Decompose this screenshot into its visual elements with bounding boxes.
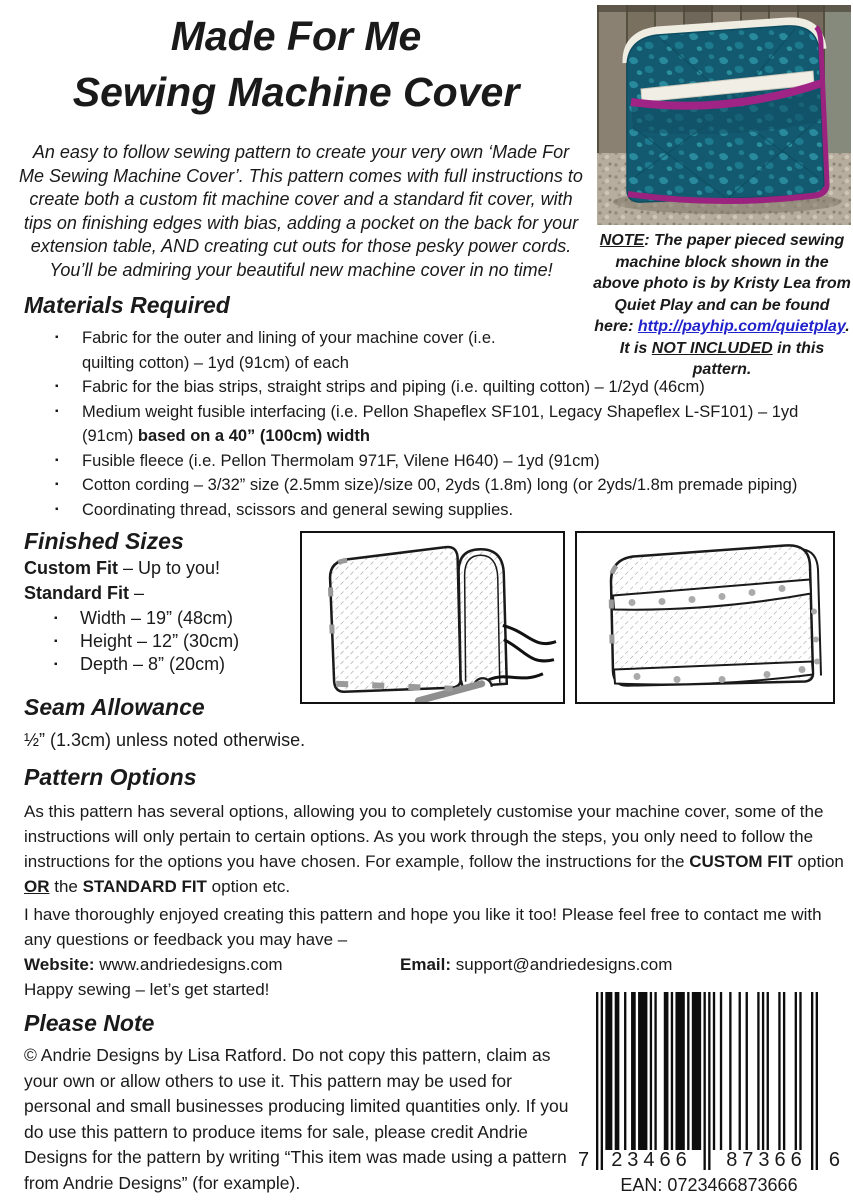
power-cord-2 [503, 626, 556, 644]
finished-size-item: ▪ Depth – 8” (20cm) [54, 654, 226, 674]
email-line: Email: support@andriedesigns.com [400, 955, 673, 974]
cover-photo-graphic [597, 5, 851, 225]
bullet-square: ▪ [54, 636, 58, 647]
title-line-1: Made For Me [170, 13, 422, 59]
bullet-square: ▪ [55, 332, 59, 343]
closing-section [24, 902, 846, 1002]
pattern-options-heading: Pattern Options [24, 764, 197, 790]
pattern-options-section [24, 764, 846, 899]
materials-item: ▪ Fusible fleece (i.e. Pellon Thermolam 971F, Vilene H640) – 1yd (91cm) [24, 449, 840, 474]
barcode-group-1: 23466 [611, 1149, 692, 1171]
please-note-section [24, 1010, 574, 1196]
materials-item: ▪ Medium weight fusible interfacing (i.e. Pellon Shapeflex SF101, Legacy Shapeflex L-SF101) – 1yd (91cm) based on a 40” (100cm) width [24, 400, 840, 449]
seam-allowance-heading: Seam Allowance [24, 694, 205, 720]
pattern-options-text: As this pattern has several options, allowing you to completely customise your machine cover, some of the instructions will only pertain to certain options. As you work through the steps, you only need to follow the instructions for the options you have chosen. For example, follow the instructions for the CUSTOM FIT option OR the STANDARD FIT option etc. [24, 802, 844, 896]
standard-fit-cover-illustration [575, 531, 835, 704]
sewing-machine-cover [627, 22, 827, 202]
bullet-square: ▪ [54, 613, 58, 624]
materials-list [24, 326, 840, 522]
barcode-right-digit: 6 [828, 1149, 840, 1171]
materials-item: ▪ Coordinating thread, scissors and general sewing supplies. [24, 498, 840, 523]
finished-sizes-section [24, 528, 296, 676]
custom-fit-line: Custom Fit – Up to you! [24, 558, 221, 578]
materials-section [24, 292, 840, 522]
custom-fit-cover-illustration [300, 531, 565, 704]
custom-fit-cover-drawing [302, 533, 563, 702]
standard-fit-cover-drawing [577, 533, 833, 702]
hyperlink[interactable]: http://payhip.com/quietplay [637, 318, 846, 335]
bullet-square: ▪ [55, 381, 59, 392]
title-line-2: Sewing Machine Cover [72, 69, 520, 115]
bullet-square: ▪ [55, 454, 59, 466]
seam-allowance-section [24, 694, 564, 752]
barcode-bars [578, 992, 840, 1172]
finished-sizes-list [24, 607, 296, 676]
please-note-heading: Please Note [24, 1010, 155, 1036]
cover-side-panel [330, 547, 461, 692]
bullet-square: ▪ [55, 405, 59, 417]
finished-size-item: ▪ Width – 19” (48cm) [54, 608, 234, 628]
materials-item: ▪ Fabric for the outer and lining of your machine cover (i.e. quilting cotton) – 1yd (91cm) of each [24, 326, 840, 375]
bullet-square: ▪ [54, 659, 58, 670]
materials-item: ▪ Cotton cording – 3/32” size (2.5mm size)/size 00, 2yds (1.8m) long (or 2yds/1.8m premade piping) [24, 473, 840, 498]
finished-sizes-heading: Finished Sizes [24, 528, 184, 554]
seam-allowance-text: ½” (1.3cm) unless noted otherwise. [24, 730, 306, 750]
barcode-digits [578, 1149, 840, 1171]
standard-fit-line: Standard Fit – [24, 583, 145, 603]
contact-row [24, 952, 846, 977]
materials-heading: Materials Required [24, 292, 230, 318]
closing-paragraph: I have thoroughly enjoyed creating this pattern and hope you like it too! Please feel free to contact me with any questions or feedback you may have – [24, 905, 822, 949]
cover-photo [597, 5, 851, 225]
barcode-group-2: 87366 [726, 1149, 807, 1171]
photo-credit-note: NOTE: The paper pieced sewing machine block shown in the above photo is by Kristy Lea from Quiet Play and can be found here: http://payhip.com/quietplay. It is NOT INCLUDED in this pattern. [593, 232, 851, 378]
page-title [0, 8, 592, 120]
intro-paragraph: An easy to follow sewing pattern to create your very own ‘Made For Me Sewing Machine Cover’. This pattern comes with full instructions to create both a custom fit machine cover and a standard fit cover, with tips on finishing edges with bias, adding a pocket on the back for your extension table, AND creating cut outs for those pesky power cords. You’ll be admiring your beautiful new machine cover in no time! [19, 142, 583, 280]
barcode [578, 992, 840, 1200]
materials-item: ▪ Fabric for the bias strips, straight strips and piping (i.e. quilting cotton) – 1/2yd (46cm) [24, 375, 840, 400]
finished-size-item: ▪ Height – 12” (30cm) [54, 631, 240, 651]
bullet-square: ▪ [55, 479, 59, 490]
copyright-text: © Andrie Designs by Lisa Ratford. Do not copy this pattern, claim as your own or allow others to use it. This pattern may be used for personal and small businesses producing limited quantities only. If you do use this pattern to produce items for sale, please credit Andrie Designs for the pattern by writing “This item was made using a pattern from Andrie Designs” (for example). [24, 1045, 569, 1193]
bullet-square: ▪ [55, 503, 59, 515]
ean-number: EAN: 0723466873666 [620, 1175, 798, 1195]
website-line: Website: www.andriedesigns.com [24, 955, 283, 974]
signoff-line: Happy sewing – let’s get started! [24, 980, 270, 999]
barcode-left-digit: 7 [578, 1149, 590, 1171]
